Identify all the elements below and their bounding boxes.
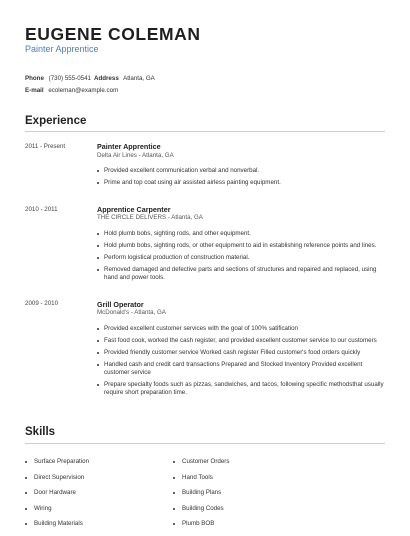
job-bullets <box>97 325 387 397</box>
list-item: Hold plumb bobs, sighting rods, or other equipment to aid in establishing reference points and lines. <box>97 242 387 250</box>
phone-label: Phone <box>25 75 44 82</box>
skills-heading: Skills <box>25 426 56 438</box>
address-label: Address <box>94 75 119 82</box>
list-item: Building Materials <box>25 520 185 536</box>
list-item: Provided excellent communication verbal and nonverbal. <box>97 167 387 175</box>
skills-list-left <box>25 458 185 536</box>
list-item: Fast food cook, worked the cash register, and provided excellent customer service to our customers <box>97 337 387 345</box>
email-label: E-mail <box>25 87 44 94</box>
job-bullets <box>97 167 387 187</box>
list-item: Direct Supervision <box>25 474 185 490</box>
list-item: Plumb BOB <box>173 520 333 536</box>
list-item: Perform logistical production of construction material. <box>97 254 387 262</box>
list-item: Removed damaged and defective parts and sections of structures and repaired and replaced, using hand and power tools. <box>97 266 387 282</box>
job-title: Grill Operator <box>97 300 144 309</box>
address-value: Atlanta, GA <box>123 75 155 82</box>
phone-value: (730) 555-0541 <box>48 75 91 82</box>
list-item: Wiring <box>25 505 185 521</box>
job-title: Apprentice Carpenter <box>97 205 171 214</box>
list-item: Customer Orders <box>173 458 333 474</box>
list-item: Building Plans <box>173 489 333 505</box>
list-item: Surface Preparation <box>25 458 185 474</box>
list-item: Prepare specialty foods such as pizzas, sandwiches, and tacos, following specific methodsthat usually require short preparation time. <box>97 381 387 397</box>
skills-list-right <box>173 458 333 536</box>
skills-divider <box>25 443 385 444</box>
job-title: Painter Apprentice <box>97 142 161 151</box>
job-company: McDonald's - Atlanta, GA <box>97 309 166 316</box>
job-bullets <box>97 230 387 282</box>
list-item: Building Codes <box>173 505 333 521</box>
job-company: THE CIRCLE DELIVERS - Atlanta, GA <box>97 214 203 221</box>
list-item: Door Hardware <box>25 489 185 505</box>
job-company: Delta Air Lines - Atlanta, GA <box>97 152 174 159</box>
address-line <box>94 75 155 82</box>
list-item: Provided friendly customer service Worked cash register Filled customer's food orders quickly <box>97 349 387 357</box>
email-value: ecoleman@example.com <box>48 87 119 94</box>
list-item: Handled cash and credit card transactions Prepared and Stocked Inventory Provided excellent customer service <box>97 361 387 377</box>
job-dates: 2010 - 2011 <box>25 206 58 213</box>
list-item: Provided excellent customer services with the goal of 100% satification <box>97 325 387 333</box>
candidate-name: EUGENE COLEMAN <box>25 24 201 44</box>
job-dates: 2011 - Present <box>25 143 66 150</box>
candidate-title: Painter Apprentice <box>25 44 99 54</box>
experience-heading: Experience <box>25 115 87 127</box>
list-item: Hand Tools <box>173 474 333 490</box>
phone-line <box>25 75 91 82</box>
list-item: Prime and top coat using air assisted airless painting equipment. <box>97 179 387 187</box>
job-dates: 2009 - 2010 <box>25 300 59 307</box>
experience-divider <box>25 131 385 132</box>
email-line <box>25 87 118 94</box>
list-item: Hold plumb bobs, sighting rods, and other equipment. <box>97 230 387 238</box>
